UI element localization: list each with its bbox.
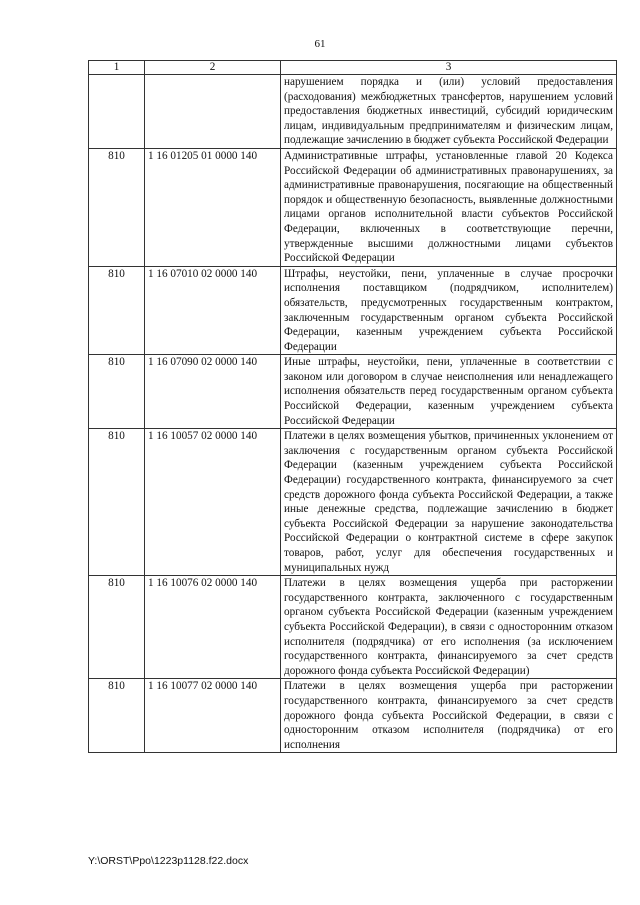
kbk-cell: 1 16 10076 02 0000 140 xyxy=(145,576,281,679)
footer-file-path: Y:\ORST\Ppo\1223p1128.f22.docx xyxy=(88,855,249,867)
table-row xyxy=(89,266,617,355)
admin-code-cell: 810 xyxy=(89,679,145,753)
kbk-cell: 1 16 10057 02 0000 140 xyxy=(145,429,281,576)
description-cell: Платежи в целях возмещения ущерба при расторжении государственного контракта, заключенного с государственным органом субъекта Российской Федерации (казенным учреждением субъекта Российской Федерации), в связи с односторонним отказом исполнителя (подрядчика) от его исполнения (за исключением государственного контракта, финансируемого за счет средств дорожного фонда субъекта Российской Федерации) xyxy=(281,576,617,679)
kbk-cell: 1 16 10077 02 0000 140 xyxy=(145,679,281,753)
table-row xyxy=(89,679,617,753)
kbk-cell: 1 16 07010 02 0000 140 xyxy=(145,266,281,355)
description-cell: Административные штрафы, установленные главой 20 Кодекса Российской Федерации об административных правонарушениях, за административные правонарушения, посягающие на общественный порядок и общественную безопасность, выявленные должностными лицами органов исполнительной власти субъектов Российской Федерации, включенных в соответствующие перечни, утвержденные высшими должностными лицами субъектов Российской Федерации xyxy=(281,148,617,266)
description-cell: Платежи в целях возмещения убытков, причиненных уклонением от заключения с государственным органом субъекта Российской Федерации (казенным учреждением субъекта Российской Федерации) государственного контракта, финансируемого за счет средств дорожного фонда субъекта Российской Федерации, а также иные денежные средства, подлежащие зачислению в бюджет субъекта Российской Федерации за нарушение законодательства Российской Федерации о контрактной системе в сфере закупок товаров, работ, услуг для обеспечения государственных и муниципальных нужд xyxy=(281,429,617,576)
description-cell: Иные штрафы, неустойки, пени, уплаченные в соответствии с законом или договором в случае неисполнения или ненадлежащего исполнения обязательств перед государственным органом субъекта Российской Федерации, казенным учреждением субъекта Российской Федерации xyxy=(281,355,617,429)
table-row xyxy=(89,576,617,679)
description-cell: Штрафы, неустойки, пени, уплаченные в случае просрочки исполнения поставщиком (подрядчиком, исполнителем) обязательств, предусмотренных государственным контрактом, заключенным государственным органом субъекта Российской Федерации, казенным учреждением субъекта Российской Федерации xyxy=(281,266,617,355)
kbk-cell: 1 16 07090 02 0000 140 xyxy=(145,355,281,429)
column-header: 2 xyxy=(145,61,281,75)
page-number: 61 xyxy=(314,38,326,50)
admin-code-cell: 810 xyxy=(89,148,145,266)
table-row xyxy=(89,355,617,429)
table-row-continuation xyxy=(89,75,617,149)
column-header: 1 xyxy=(89,61,145,75)
admin-code-cell: 810 xyxy=(89,266,145,355)
admin-code-cell: 810 xyxy=(89,429,145,576)
revenue-codes-table xyxy=(88,60,617,753)
admin-code-cell: 810 xyxy=(89,576,145,679)
kbk-cell: 1 16 01205 01 0000 140 xyxy=(145,148,281,266)
admin-code-cell: 810 xyxy=(89,355,145,429)
table-row xyxy=(89,148,617,266)
description-cell: нарушением порядка и (или) условий предоставления (расходования) межбюджетных трансфертов, нарушением условий предоставления бюджетных инвестиций, субсидий юридическим лицам, индивидуальным предпринимателям и физическим лицам, подлежащие зачислению в бюджет субъекта Российской Федерации xyxy=(281,75,617,149)
description-cell: Платежи в целях возмещения ущерба при расторжении государственного контракта, финансируемого за счет средств дорожного фонда субъекта Российской Федерации, в связи с односторонним отказом исполнителя (подрядчика) от его исполнения xyxy=(281,679,617,753)
table-header-row xyxy=(89,61,617,75)
table-row xyxy=(89,429,617,576)
admin-code-cell xyxy=(89,75,145,149)
kbk-cell xyxy=(145,75,281,149)
column-header: 3 xyxy=(281,61,617,75)
